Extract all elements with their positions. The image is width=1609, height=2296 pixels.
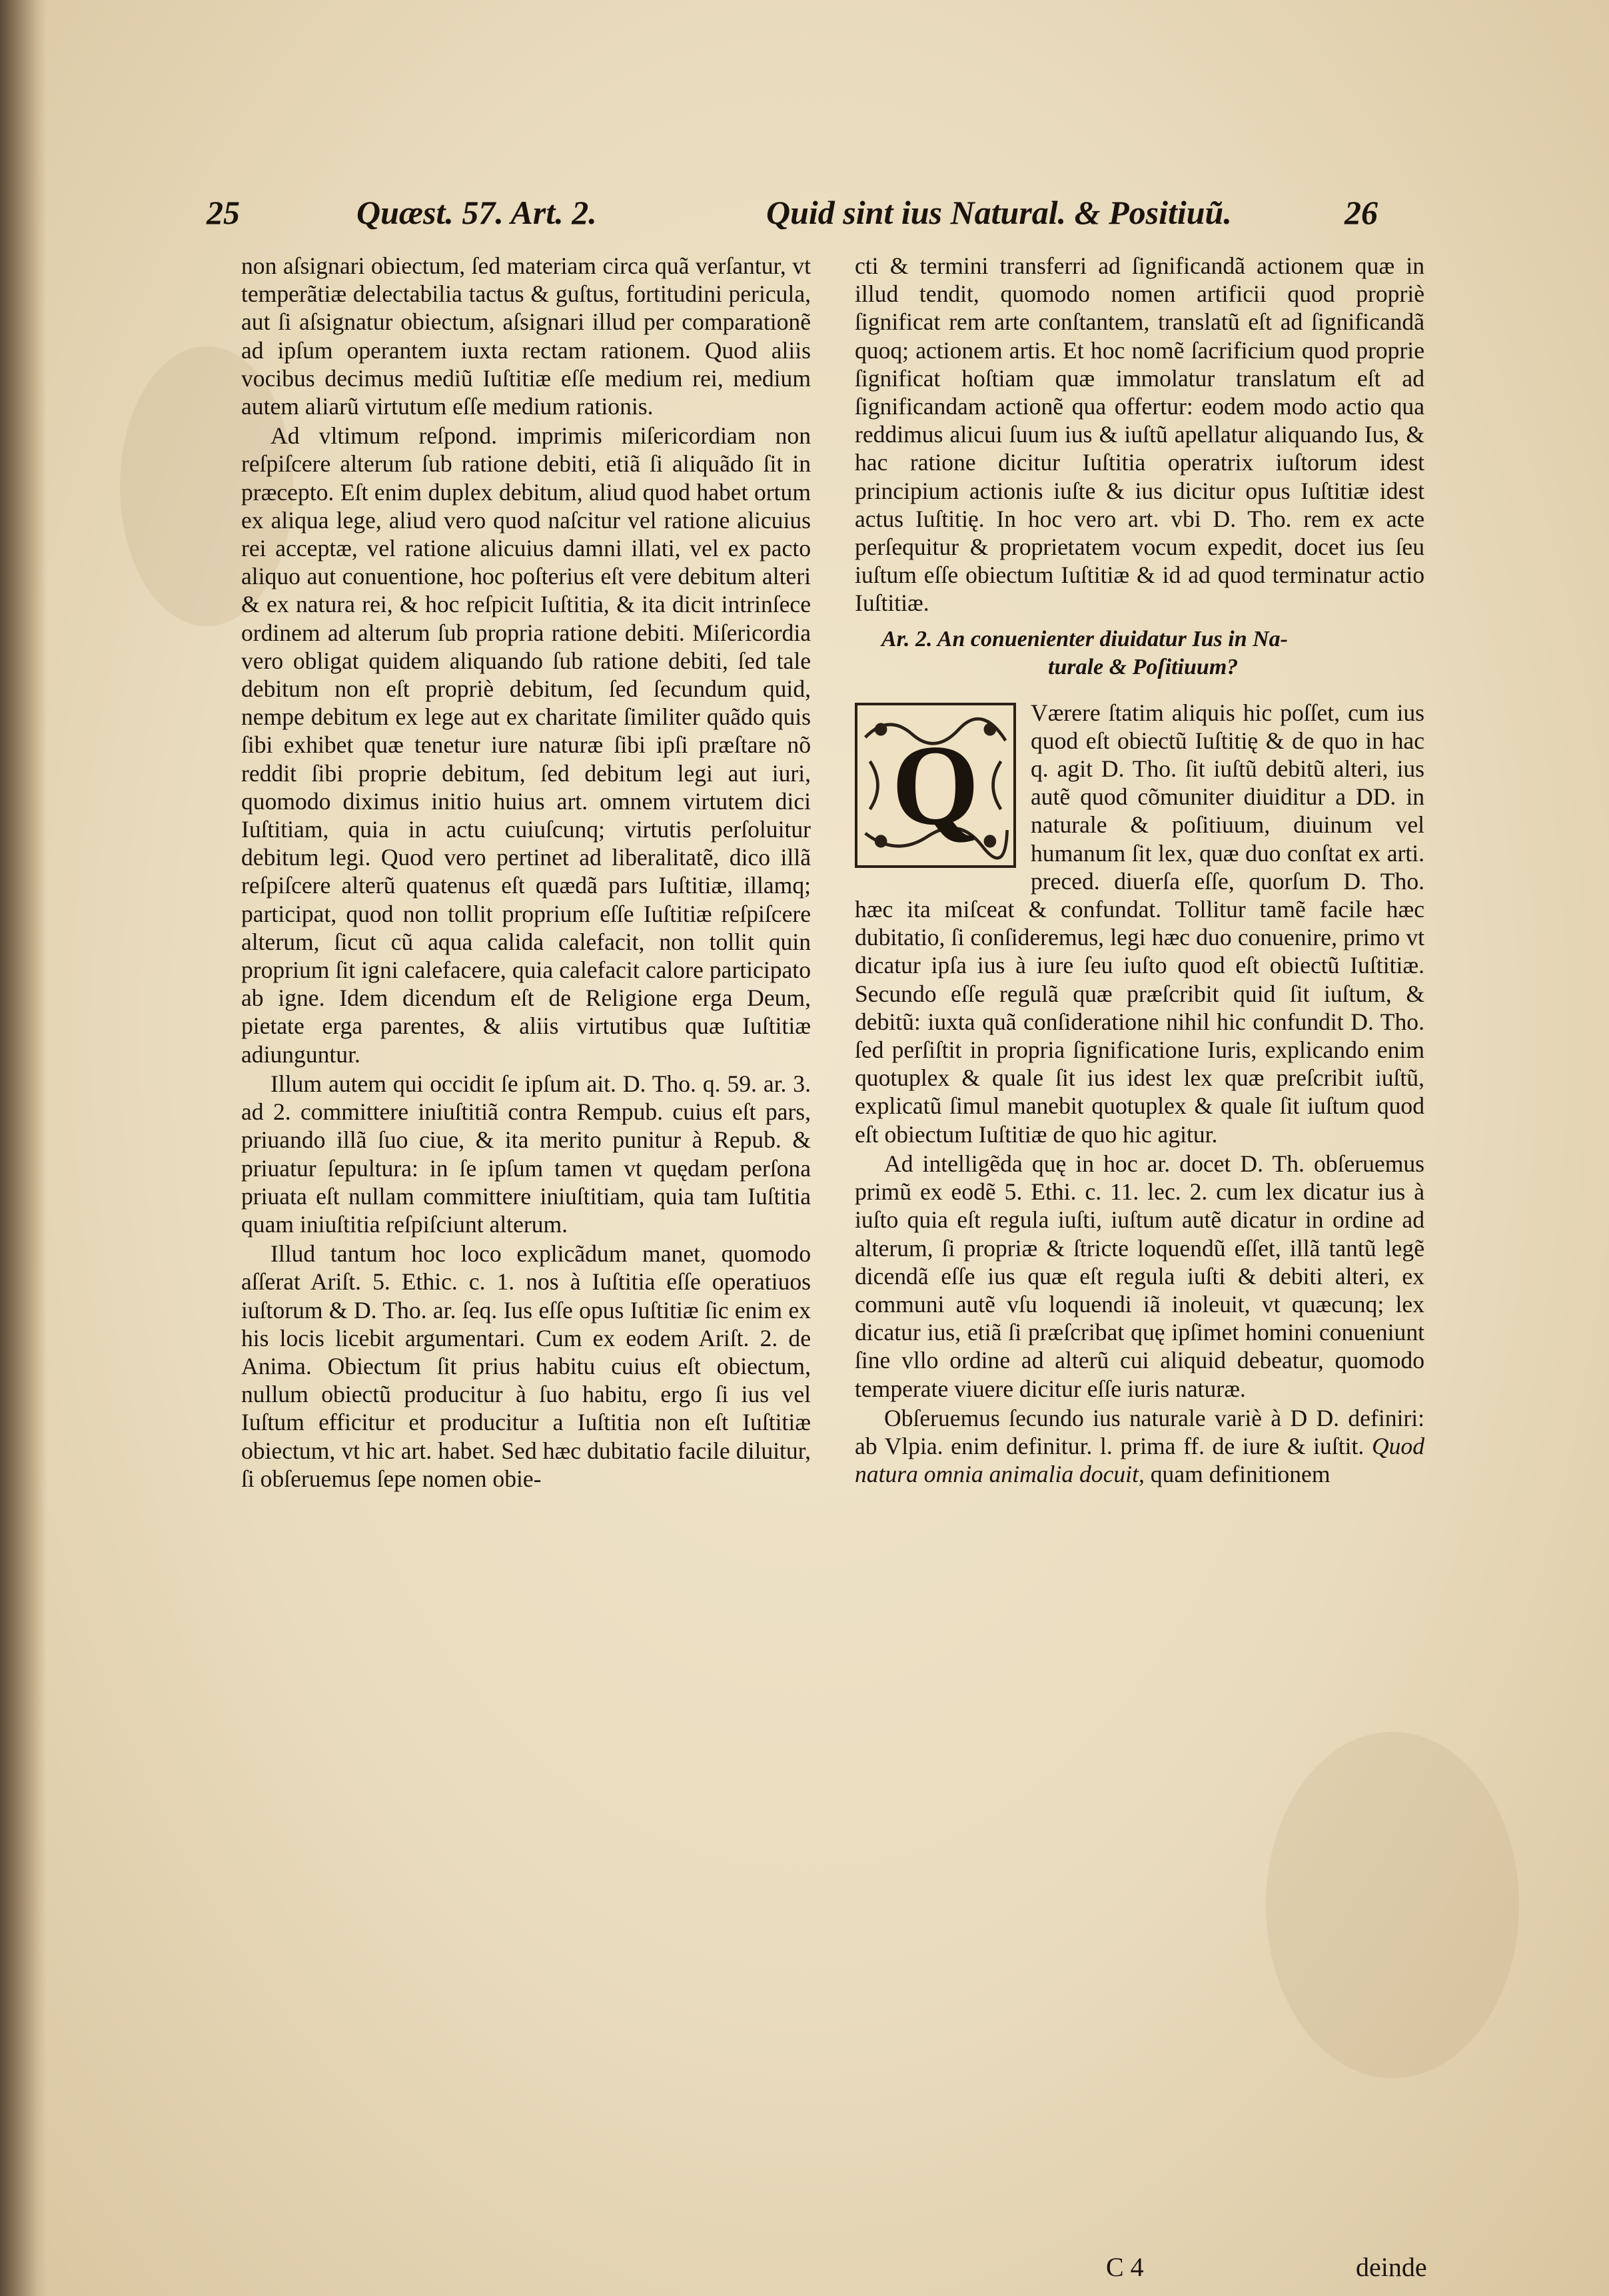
paragraph: Illum autem qui occidit ſe ipſum ait. D. Tho. q. 59. ar. 3. ad 2. committere iniuſtitiã contra Rempub. cuius eſt pars, priuando illã ſuo ciue, & ita merito punitur à Repub. & priuatur ſepultura: in ſe ipſum tamen vt quędam perſona priuata eſt nullam committere iniuſtitiam, quia tam Iuſtitia quam iniuſtitia reſpiſciunt alterum. <box>241 1070 811 1238</box>
paragraph <box>855 1404 1424 1489</box>
paragraph-with-initial <box>855 699 1424 1148</box>
quoted-definition: Quod natura omnia animalia docuit, <box>855 1432 1424 1488</box>
paragraph: Ad vltimum reſpond. imprimis miſericordiam non reſpiſcere alterum ſub ratione debiti, etiã ſi aliquãdo ſit in præcepto. Eſt enim duplex debitum, aliud quod habet ortum ex aliqua lege, aliud vero quod naſcitur vel ratione alicuius rei acceptæ, vel ratione alicuius damni illati, vel ex pacto aliquo aut conuentione, hoc poſterius eſt vere debitum alteri & ex natura rei, & hoc reſpicit Iuſtitia, & ita dicit intrinſece ordinem ad alterum ſub propria ratione debiti. Miſericordia vero obligat quidem aliquando ſub ratione debiti, ſed tale debitum non eſt propriè debitum, ſed ſecundum quid, nempe debitum ex lege aut ex charitate ſimiliter quãdo quis ſibi exhibet quæ tenetur iure naturæ ſibi ipſi præſtare nõ reddit ſibi proprie debitum, ſed debitum legi aut iuri, quomodo diximus initio huius art. omnem virtutem dici Iuſtitiam, quia in actu cuiuſcunq; virtutis perſoluitur debitum legi. Quod vero pertinet ad liberalitatẽ, dico illã reſpiſcere alterũ quatenus eſt quædã pars Iuſtitiæ, illamq; participat, quod non tollit proprium eſſe Iuſtitiæ reſpiſcere alterum, ſicut cũ aqua calida calefacit, non tollit quin proprium ſit igni calefacere, quia calefacit calore participato ab igne. Idem dicendum eſt de Religione erga Deum, pietate erga parentes, & aliis virtutibus quæ Iuſtitiæ adiunguntur. <box>241 422 811 1068</box>
page-number-left: 25 <box>207 194 240 231</box>
paragraph-text: quam definitionem <box>1150 1461 1331 1488</box>
article-heading-line: Ar. 2. An conuenienter diuidatur Ius in Na- <box>881 626 1288 651</box>
paragraph: Illud tantum hoc loco explicãdum manet, quomodo aſſerat Ariſt. 5. Ethic. c. 1. nos à Iuſtitia eſſe operatiuos iuſtorum & D. Tho. ar. ſeq. Ius eſſe opus Iuſtitiæ ſic enim ex his locis licebit argumentari. Cum ex eodem Ariſt. 2. de Anima. Obiectum ſit prius habitu cuius eſt obiectum, nullum obiectũ producitur à ſuo habitu, ergo ſi ius vel Iuſtum efficitur et producitur a Iuſtitia non eſt Iuſtitiæ obiectum, vt hic art. habet. Sed hæc dubitatio facile diluitur, ſi obſeruemus ſepe nomen obie- <box>241 1240 811 1492</box>
binding-gutter <box>0 0 47 2296</box>
article-heading <box>855 625 1424 681</box>
paper-stain <box>1266 1732 1519 2078</box>
ornamental-initial-q-icon <box>855 703 1016 868</box>
left-column <box>241 252 811 1494</box>
dropcap-letter: Q <box>891 721 979 849</box>
catchword: deinde <box>1356 2252 1427 2282</box>
running-title-right: Quid sint ius Natural. & Positiuũ. <box>766 194 1232 231</box>
paragraph-text: Værere ſtatim aliquis hic poſſet, cum ius quod eſt obiectũ Iuſtitię & de quo in hac q. agit D. Tho. ſit iuſtũ debitũ alteri, ius autẽ quod cõmuniter diuiditur a DD. in naturale & poſitiuum, diuinum vel humanum ſit lex, quæ duo conſtat ex arti. preced. diuerſa eſſe, quorſum D. Tho. hæc ita miſceat & confundat. Tollitur tamẽ facile hæc dubitatio, ſi conſideremus, legi hæc duo conuenire, primo vt dicatur ipſa ius à iure ſeu iuſto quod eſt obiectũ Iuſtitiæ. Secundo eſſe regulã quæ præſcribit quid ſit iuſtum, & debitũ: iuxta quã conſideratione nihil hic confundit D. Tho. ſed perſiſtit in propria ſignificatione Iuris, explicando enim quotuplex & quale ſit ius idest lex quæ preſcribit iuſtũ, explicatũ ſimul manebit quotuplex & quale ſit iuſtum quod eſt obiectum Iuſtitiæ de quo hic agitur. <box>855 699 1424 1148</box>
paragraph-text: Obſeruemus ſecundo ius naturale variè à D D. definiri: ab Vlpia. enim definitur. l. prima ff. de iure & iuſtit. <box>855 1404 1424 1459</box>
page-footer <box>1106 2251 1479 2283</box>
signature-mark: C 4 <box>1106 2252 1144 2282</box>
paragraph: non aſsignari obiectum, ſed materiam circa quã verſantur, vt temperãtiæ delectabilia tactus & guſtus, fortitudini pericula, aut ſi aſsignatur obiectum, aſsignari illud per comparationẽ ad ipſum operantem iuxta rectam rationem. Quod aliis vocibus decimus mediũ Iuſtitiæ eſſe medium rei, medium autem aliarũ virtutum eſſe medium rationis. <box>241 252 811 420</box>
page-number-right: 26 <box>1344 194 1378 231</box>
running-header <box>207 193 1392 240</box>
right-column <box>855 252 1424 1489</box>
paragraph: cti & termini transferri ad ſignificandã actionem quæ in illud tendit, quomodo nomen artificii quod propriè ſignificat rem arte conſtantem, translatũ eſt ad ſignificandã quoq; actionem artis. Et hoc nomẽ ſacrificium quod proprie ſignificat hoſtiam quæ immolatur translatum eſt ad ſignificandam actionẽ qua offertur: eodem modo actio qua reddimus alicui ſuum ius & iuſtũ apellatur aliquando Ius, & hac ratione dicitur Iuſtitia operatrix iuſtorum idest principium actionis iuſte & ius dicitur opus Iuſtitiæ idest actus Iuſtitię. In hoc vero art. vbi D. Tho. rem ex acte perſequitur & proprietatem vocum expedit, docet ius ſeu iuſtum eſſe obiectum Iuſtitiæ & id ad quod terminatur actio Iuſtitiæ. <box>855 252 1424 617</box>
paragraph: Ad intelligẽda quę in hoc ar. docet D. Th. obſeruemus primũ ex eodẽ 5. Ethi. c. 11. lec. 2. cum lex dicatur ius à iuſto quia eſt regula iuſti, iuſtum autẽ dicatur in ordine ad alterum, ſi propriæ & ſtricte loquendũ eſſet, illã tantũ legẽ dicendã eſſe ius quæ eſt regula iuſti & debiti alteri, ex communi autẽ vſu loquendi iã inoleuit, vt quæcunq; lex dicatur ius, etiã ſi præſcribat quę ipſimet homini conueniunt ſine vllo ordine ad alterũ cui aliquid debeatur, quomodo temperate viuere dicitur eſſe iuris naturæ. <box>855 1150 1424 1402</box>
running-title-left: Quæst. 57. Art. 2. <box>356 194 597 231</box>
article-heading-line: turale & Poſitiuum? <box>1048 654 1239 679</box>
